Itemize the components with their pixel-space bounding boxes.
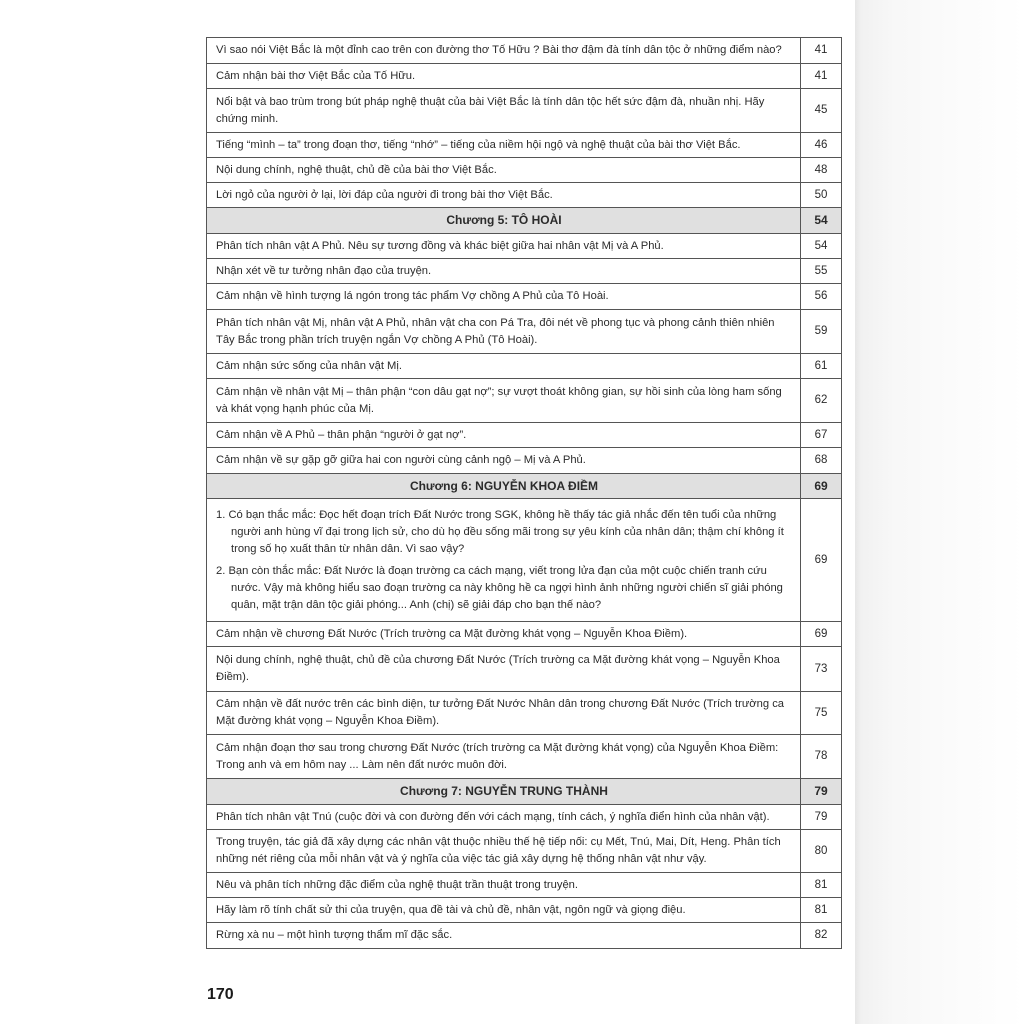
chapter-title bbox=[207, 779, 801, 805]
toc-entry-paragraph: Cảm nhận về hình tượng lá ngón trong tác phẩm Vợ chồng A Phủ của Tô Hoài. bbox=[216, 290, 609, 302]
chapter-heading-row bbox=[207, 474, 842, 499]
toc-entry-paragraph: Rừng xà nu – một hình tượng thẩm mĩ đặc sắc. bbox=[216, 929, 453, 941]
toc-page-number: 41 bbox=[801, 38, 842, 64]
chapter-heading-row bbox=[207, 779, 842, 805]
toc-entry-text bbox=[207, 379, 801, 423]
page-edge-shadow bbox=[855, 0, 1024, 1024]
toc-row bbox=[207, 692, 842, 735]
chapter-title bbox=[207, 474, 801, 499]
toc-row bbox=[207, 284, 842, 310]
toc-row bbox=[207, 805, 842, 830]
toc-row bbox=[207, 898, 842, 923]
toc-page-number: 81 bbox=[801, 898, 842, 923]
toc-row bbox=[207, 448, 842, 474]
toc-entry-text bbox=[207, 692, 801, 735]
toc-row bbox=[207, 735, 842, 779]
toc-entry-paragraph: Nội dung chính, nghệ thuật, chủ đề của chương Đất Nước (Trích trường ca Mặt đường khát vọng – Nguyễn Khoa Điềm). bbox=[216, 654, 780, 683]
toc-page-number: 75 bbox=[801, 692, 842, 735]
toc-row bbox=[207, 830, 842, 873]
chapter-heading-row bbox=[207, 208, 842, 234]
toc-row bbox=[207, 259, 842, 284]
toc-page-number: 41 bbox=[801, 64, 842, 89]
toc-entry-text bbox=[207, 873, 801, 898]
toc-entry-paragraph: Chương 7: NGUYỄN TRUNG THÀNH bbox=[400, 784, 608, 798]
toc-page-number: 54 bbox=[801, 234, 842, 259]
toc-entry-paragraph: Cảm nhận sức sống của nhân vật Mị. bbox=[216, 359, 402, 372]
toc-page-number: 81 bbox=[801, 873, 842, 898]
toc-entry-text bbox=[207, 133, 801, 158]
toc-page-number: 82 bbox=[801, 923, 842, 949]
toc-entry-text bbox=[207, 735, 801, 779]
toc-entry-paragraph: Trong truyện, tác giả đã xây dựng các nhân vật thuộc nhiều thế hệ tiếp nối: cụ Mết, Tnú, Mai, Dít, Heng. Phân tích những nét riêng của mỗi nhân vật và ý nghĩa của việc tác giả xây dựng hệ thống nhân vật như vậy. bbox=[216, 836, 781, 865]
toc-row bbox=[207, 183, 842, 208]
toc-entry-text bbox=[207, 183, 801, 208]
toc-entry-paragraph: Vì sao nói Việt Bắc là một đỉnh cao trên con đường thơ Tố Hữu ? Bài thơ đậm đà tính dân tộc ở những điểm nào? bbox=[216, 44, 782, 56]
toc-question: 1. Có bạn thắc mắc: Đọc hết đoạn trích Đất Nước trong SGK, không hề thấy tác giả nhắc đến tên tuổi của những người anh hùng vĩ đại trong lịch sử, cho dù họ đều sống mãi trong sự yêu kính của nhân dân; thậm chí không ít trong số họ xuất thân từ nhân dân. Vì sao vậy? bbox=[216, 508, 784, 555]
toc-entry-text bbox=[207, 898, 801, 923]
toc-entry-text bbox=[207, 354, 801, 379]
toc-entry-paragraph: Cảm nhận bài thơ Việt Bắc của Tố Hữu. bbox=[216, 69, 416, 82]
toc-body bbox=[207, 38, 842, 949]
toc-entry-text bbox=[207, 259, 801, 284]
toc-row bbox=[207, 234, 842, 259]
chapter-title bbox=[207, 208, 801, 234]
toc-entry-text bbox=[207, 448, 801, 474]
toc-row bbox=[207, 647, 842, 692]
toc-entry-paragraph: Lời ngỏ của người ở lại, lời đáp của người đi trong bài thơ Việt Bắc. bbox=[216, 188, 553, 201]
toc-entry-paragraph: Tiếng “mình – ta” trong đoạn thơ, tiếng “nhớ” – tiếng của niềm hội ngộ và nghệ thuật của bài thơ Việt Bắc. bbox=[216, 138, 741, 151]
toc-page-number: 69 bbox=[801, 622, 842, 647]
toc-entry-text bbox=[207, 423, 801, 448]
toc-entry-paragraph: Cảm nhận về sự gặp gỡ giữa hai con người cùng cảnh ngộ – Mị và A Phủ. bbox=[216, 454, 586, 466]
toc-row bbox=[207, 310, 842, 354]
toc-entry-text bbox=[207, 830, 801, 873]
toc-row bbox=[207, 64, 842, 89]
toc-entry-paragraph: Nêu và phân tích những đặc điểm của nghệ thuật trần thuật trong truyện. bbox=[216, 878, 578, 891]
toc-row bbox=[207, 354, 842, 379]
toc-entry-paragraph: Chương 6: NGUYỄN KHOA ĐIỀM bbox=[409, 478, 599, 493]
toc-row bbox=[207, 923, 842, 949]
toc-page-number: 69 bbox=[801, 474, 842, 499]
page-number: 170 bbox=[207, 986, 234, 1003]
toc-row bbox=[207, 873, 842, 898]
toc-entry-text bbox=[207, 923, 801, 949]
toc-entry-paragraph: Nổi bật và bao trùm trong bút pháp nghệ thuật của bài Việt Bắc là tính dân tộc hết sức đậm đà, nhuần nhị. Hãy chứng minh. bbox=[216, 95, 765, 125]
toc-entry-paragraph: Phân tích nhân vật Tnú (cuộc đời và con đường đến với cách mạng, tính cách, ý nghĩa điển hình của nhân vật). bbox=[216, 810, 770, 823]
toc-row bbox=[207, 133, 842, 158]
toc-entry-paragraph: Phân tích nhân vật A Phủ. Nêu sự tương đồng và khác biệt giữa hai nhân vật Mị và A Phủ. bbox=[216, 239, 664, 252]
toc-page-number: 80 bbox=[801, 830, 842, 873]
toc-entry-text bbox=[207, 64, 801, 89]
toc-page-number: 79 bbox=[801, 805, 842, 830]
toc-entry-paragraph: Cảm nhận về A Phủ – thân phận “người ở gạt nợ”. bbox=[216, 428, 467, 441]
toc-page-number: 56 bbox=[801, 284, 842, 310]
toc-row bbox=[207, 622, 842, 647]
toc-entry-text bbox=[207, 499, 801, 622]
toc-page-number: 78 bbox=[801, 735, 842, 779]
toc-row bbox=[207, 379, 842, 423]
toc-page-number: 50 bbox=[801, 183, 842, 208]
toc-row bbox=[207, 158, 842, 183]
toc-row bbox=[207, 38, 842, 64]
toc-question: 2. Bạn còn thắc mắc: Đất Nước là đoạn trường ca cách mạng, viết trong lửa đạn của một cuộc chiến tranh cứu nước. Vậy mà không hiểu sao đoạn trường ca này không hề ca ngợi hình ảnh những người chiến sĩ giải phóng quân, mặt trận dân tộc giải phóng... Anh (chị) sẽ giải đáp cho bạn thế nào? bbox=[216, 564, 783, 611]
toc-entry-text bbox=[207, 234, 801, 259]
toc-page-number: 59 bbox=[801, 310, 842, 354]
toc-entry-paragraph: Cảm nhận về chương Đất Nước (Trích trường ca Mặt đường khát vọng – Nguyễn Khoa Điềm). bbox=[216, 627, 688, 640]
toc-row bbox=[207, 423, 842, 448]
toc-page-number: 79 bbox=[801, 779, 842, 805]
toc-page-number: 73 bbox=[801, 647, 842, 692]
toc-entry-text bbox=[207, 284, 801, 310]
toc-entry-text bbox=[207, 158, 801, 183]
toc-entry-paragraph: Nhận xét về tư tưởng nhân đạo của truyện. bbox=[216, 264, 432, 277]
toc-entry-paragraph: Cảm nhận đoạn thơ sau trong chương Đất Nước (trích trường ca Mặt đường khát vọng) của Nguyễn Khoa Điềm: Trong anh và em hôm nay ... Làm nên đất nước muôn đời. bbox=[216, 741, 779, 771]
toc-page-number: 62 bbox=[801, 379, 842, 423]
toc-entry-paragraph: Hãy làm rõ tính chất sử thi của truyện, qua đề tài và chủ đề, nhân vật, ngôn ngữ và giọng điệu. bbox=[216, 903, 686, 916]
toc-entry-paragraph: Phân tích nhân vật Mị, nhân vật A Phủ, nhân vật cha con Pá Tra, đôi nét về phong tục và phong cảnh thiên nhiên Tây Bắc trong phần trích truyện ngắn Vợ chồng A Phủ (Tô Hoài). bbox=[216, 316, 775, 346]
table-of-contents bbox=[206, 37, 842, 949]
toc-entry-text bbox=[207, 89, 801, 133]
toc-page-number: 69 bbox=[801, 499, 842, 622]
toc-entry-paragraph: Nội dung chính, nghệ thuật, chủ đề của bài thơ Việt Bắc. bbox=[216, 163, 497, 176]
toc-entry-text bbox=[207, 647, 801, 692]
toc-entry-text bbox=[207, 38, 801, 64]
toc-row bbox=[207, 89, 842, 133]
toc-page-number: 61 bbox=[801, 354, 842, 379]
toc-entry-paragraph: Chương 5: TÔ HOÀI bbox=[446, 213, 562, 227]
toc-page-number: 55 bbox=[801, 259, 842, 284]
toc-entry-paragraph: Cảm nhận về đất nước trên các bình diện, tư tưởng Đất Nước Nhân dân trong chương Đất Nước (Trích trường ca Mặt đường khát vọng – Nguyễn Khoa Điềm). bbox=[216, 698, 785, 727]
toc-page-number: 48 bbox=[801, 158, 842, 183]
toc-page-number: 45 bbox=[801, 89, 842, 133]
toc-page-number: 68 bbox=[801, 448, 842, 474]
toc-page-number: 46 bbox=[801, 133, 842, 158]
toc-entry-paragraph: Cảm nhận về nhân vật Mị – thân phận “con dâu gạt nợ”; sự vượt thoát không gian, sự hồi sinh của lòng ham sống và khát vọng hạnh phúc của Mị. bbox=[216, 385, 782, 415]
toc-entry-text bbox=[207, 310, 801, 354]
toc-page-number: 54 bbox=[801, 208, 842, 234]
toc-page-number: 67 bbox=[801, 423, 842, 448]
toc-row bbox=[207, 499, 842, 622]
toc-entry-text bbox=[207, 622, 801, 647]
toc-entry-text bbox=[207, 805, 801, 830]
